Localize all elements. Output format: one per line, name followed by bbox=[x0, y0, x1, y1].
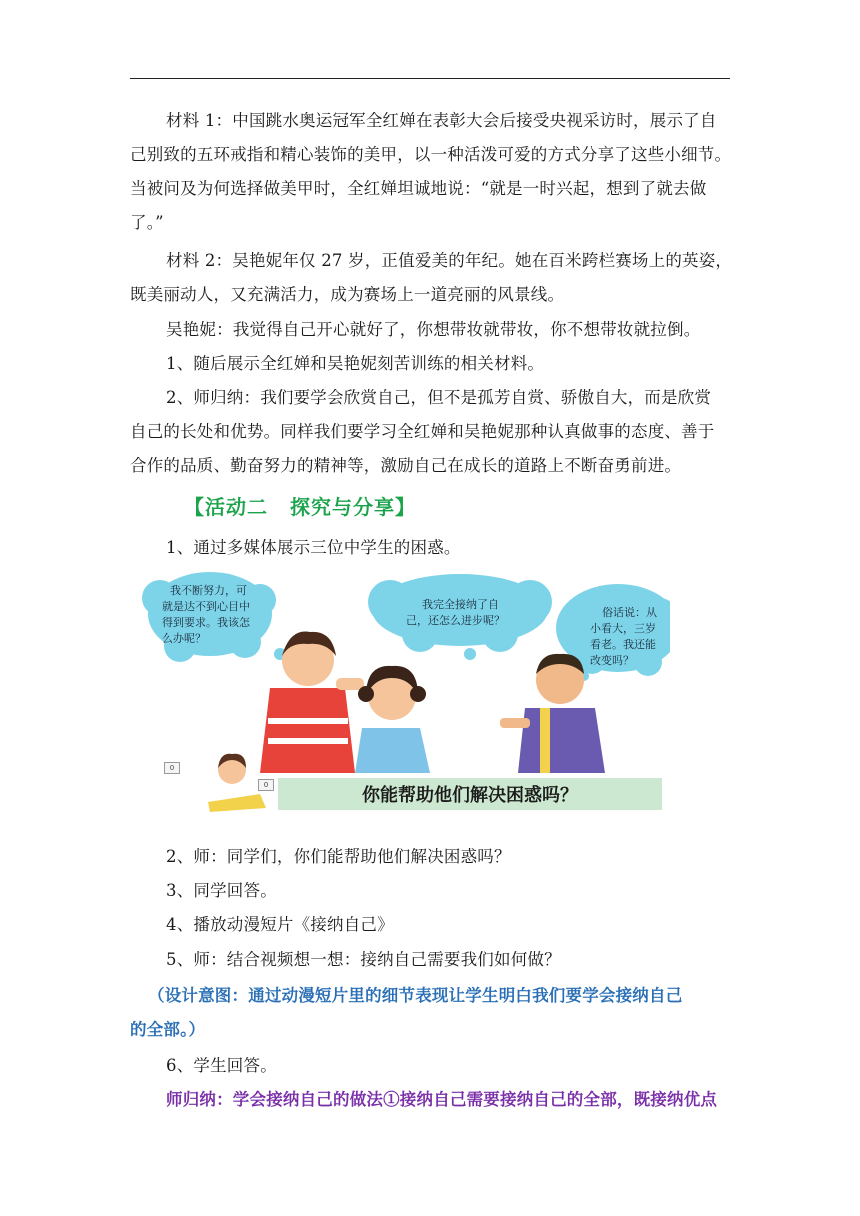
bubble-right-line1: 俗话说：从 bbox=[602, 606, 657, 619]
students-illustration bbox=[140, 568, 670, 816]
bubble-left-line3: 得到要求。我该怎 bbox=[162, 616, 250, 629]
step2-line3: 合作的品质、勤奋努力的精神等，激励自己在成长的道路上不断奋勇前进。 bbox=[130, 456, 682, 475]
bubble-left-line1: 我不断努力，可 bbox=[170, 584, 247, 597]
act-step6-line: 6、学生回答。 bbox=[166, 1056, 277, 1075]
header-rule bbox=[130, 78, 730, 79]
material2-line2: 既美丽动人，又充满活力，成为赛场上一道亮丽的风景线。 bbox=[130, 285, 565, 304]
bubble-mid bbox=[368, 574, 552, 660]
girl-figure bbox=[355, 666, 430, 773]
act-step4-line: 4、播放动漫短片《接纳自己》 bbox=[166, 915, 394, 934]
step1-line: 1、随后展示全红婵和吴艳妮刻苦训练的相关材料。 bbox=[166, 354, 545, 373]
step2-line2: 自己的长处和优势。同样我们要学习全红婵和吴艳妮那种认真做事的态度、善于 bbox=[130, 422, 715, 441]
material1-line2: 己别致的五环戒指和精心装饰的美甲，以一种活泼可爱的方式分享了这些小细节。 bbox=[130, 145, 732, 164]
act-step3-line: 3、同学回答。 bbox=[166, 881, 277, 900]
act-step2-line: 2、师：同学们，你们能帮助他们解决困惑吗？ bbox=[166, 847, 511, 866]
placeholder-box-a: 0 bbox=[164, 762, 180, 774]
quote-line: 吴艳妮：我觉得自己开心就好了，你想带妆就带妆，你不想带妆就拉倒。 bbox=[166, 320, 701, 339]
step2-line1: 2、师归纳：我们要学会欣赏自己，但不是孤芳自赏、骄傲自大，而是欣赏 bbox=[166, 388, 712, 407]
teacher-summary-line: 师归纳：学会接纳自己的做法①接纳自己需要接纳自己的全部，既接纳优点 bbox=[166, 1090, 718, 1109]
banner-text: 你能帮助他们解决困惑吗？ bbox=[362, 785, 578, 806]
bubble-right-line3: 看老。我还能 bbox=[590, 638, 656, 651]
act-step5-line: 5、师：结合视频想一想：接纳自己需要我们如何做？ bbox=[166, 950, 561, 969]
placeholder-box-b: 0 bbox=[258, 779, 274, 791]
material1-line3: 当被问及为何选择做美甲时，全红婵坦诚地说：“就是一时兴起，想到了就去做 bbox=[130, 179, 707, 198]
bubble-right-line4: 改变吗？ bbox=[590, 654, 634, 667]
bubble-left bbox=[142, 572, 296, 668]
material1-line1: 材料 1：中国跳水奥运冠军全红婵在表彰大会后接受央视采访时，展示了自 bbox=[166, 111, 717, 130]
act-step1-line: 1、通过多媒体展示三位中学生的困惑。 bbox=[166, 538, 461, 557]
bubble-mid-line1: 我完全接纳了自 bbox=[422, 598, 499, 611]
bubble-right-line2: 小看大，三岁 bbox=[590, 622, 656, 635]
question-banner bbox=[278, 778, 662, 810]
activity-heading-right: 探究与分享】 bbox=[290, 495, 416, 519]
activity-heading-left: 【活动二 bbox=[184, 495, 268, 519]
bubble-left-line2: 就是达不到心目中 bbox=[162, 600, 250, 613]
design-intent-line1: （设计意图：通过动漫短片里的细节表现让学生明白我们要学会接纳自己 bbox=[148, 986, 683, 1005]
activity-heading bbox=[184, 491, 416, 520]
material2-line1: 材料 2：吴艳妮年仅 27 岁，正值爱美的年纪。她在百米跨栏赛场上的英姿， bbox=[166, 251, 733, 270]
design-intent-line2: 的全部。） bbox=[130, 1020, 206, 1039]
bubble-left-line4: 么办呢？ bbox=[162, 632, 206, 645]
material1-line4: 了。” bbox=[130, 213, 164, 232]
illustration-svg bbox=[140, 568, 670, 816]
bubble-mid-line2: 己，还怎么进步呢？ bbox=[406, 614, 505, 627]
